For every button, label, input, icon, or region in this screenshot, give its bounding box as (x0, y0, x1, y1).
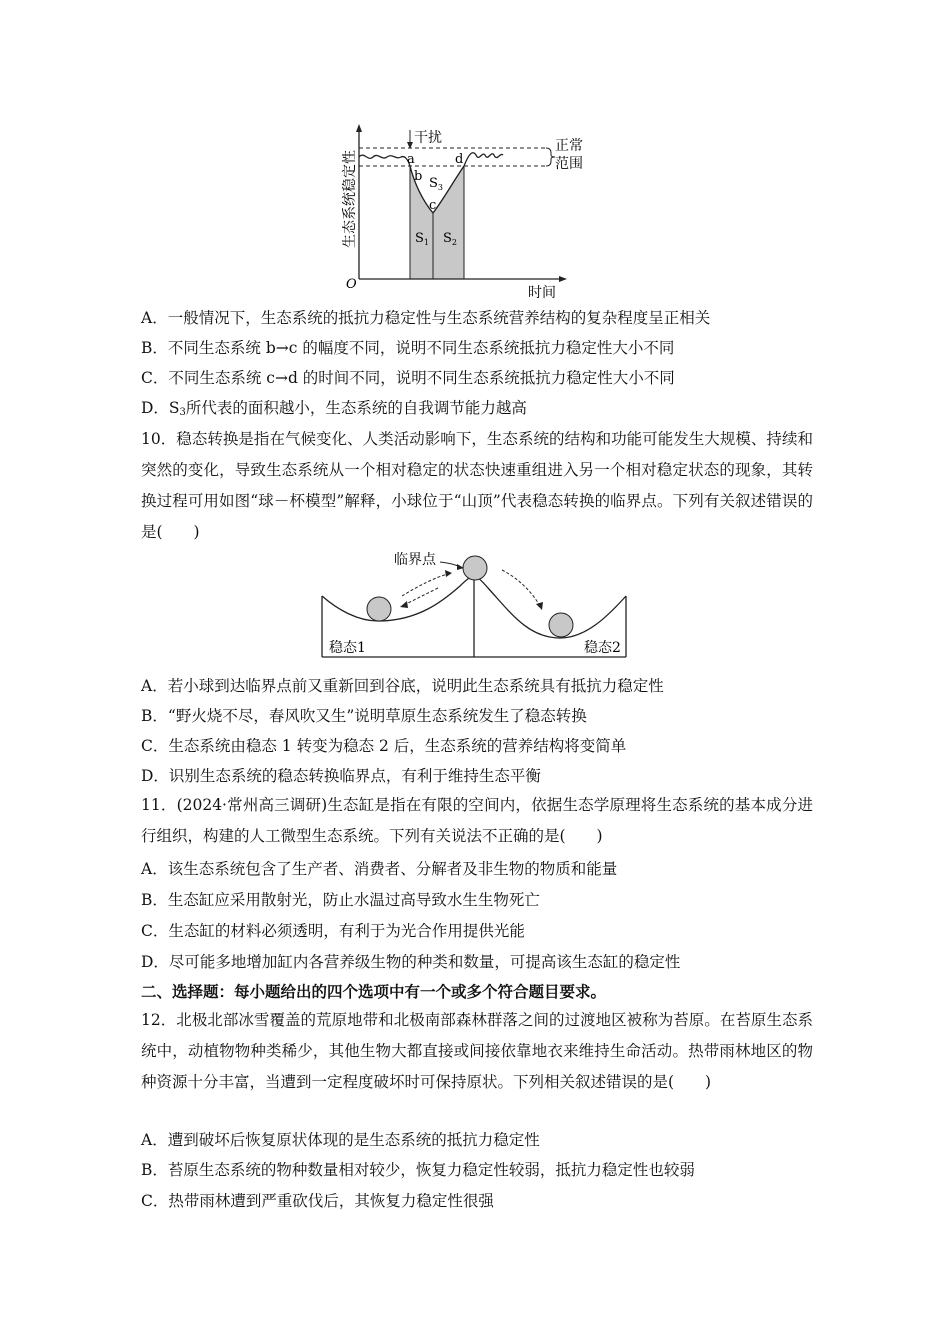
ball-state2 (549, 613, 573, 637)
area-s2-label: $S_2$ (443, 231, 457, 247)
point-c-label: c (429, 198, 437, 213)
ball-state1 (367, 597, 391, 621)
q10-stem: 10．稳态转换是指在气候变化、人类活动影响下，生态系统的结构和功能可能发生大规模、持续和突然的变化，导致生态系统从一个相对稳定的状态快速重组进入另一个相对稳定状态的现象，其转换过程可用如图“球－杯模型”解释，小球位于“山顶”代表稳态转换的临界点。下列有关叙述错误的是( ) (141, 430, 813, 541)
state2-label: 稳态2 (584, 640, 621, 656)
q9-option-c: C．不同生态系统 c→d 的时间不同，说明不同生态系统抵抗力稳定性大小不同 (141, 369, 675, 387)
arrow-up-left-head (445, 570, 452, 577)
arrow-down-right-head (536, 602, 543, 610)
arrow-up-left (402, 574, 448, 596)
y-axis-arrow (356, 124, 362, 132)
stability-figure (330, 120, 600, 302)
q11-option-b: B．生态缸应采用散射光，防止水温过高导致水生生物死亡 (141, 891, 540, 909)
arrow-down-left-head (400, 601, 408, 608)
q12-option-c: C．热带雨林遭到严重砍伐后，其恢复力稳定性很强 (141, 1192, 494, 1210)
x-axis-arrow (559, 276, 567, 282)
q9-option-d: D．$S_3$所代表的面积越小，生态系统的自我调节能力越高 (141, 399, 527, 418)
normal-range-brace (546, 148, 555, 166)
disturbance-label: 干扰 (414, 130, 442, 146)
normal-range-label-2: 范围 (555, 156, 583, 172)
ball-critical-point (463, 556, 487, 580)
point-b-label: b (414, 169, 423, 184)
point-d-label: d (455, 152, 464, 167)
q9-option-a: A．一般情况下，生态系统的抵抗力稳定性与生态系统营养结构的复杂程度呈正相关 (141, 309, 711, 327)
ball-cup-figure (318, 546, 632, 660)
disturbance-arrow-head (407, 142, 413, 149)
q10-option-b: B．“野火烧不尽，春风吹又生”说明草原生态系统发生了稳态转换 (141, 707, 587, 725)
origin-label: O (346, 277, 357, 292)
q10-option-a: A．若小球到达临界点前又重新回到谷底，说明此生态系统具有抵抗力稳定性 (141, 677, 664, 695)
section-2-heading: 二、选择题：每小题给出的四个选项中有一个或多个符合题目要求。 (141, 983, 607, 1001)
arrow-down-left (404, 588, 438, 605)
q11-option-c: C．生态缸的材料必须透明，有利于为光合作用提供光能 (141, 922, 525, 940)
normal-range-label-1: 正常 (555, 138, 583, 154)
area-s3-label: $S_3$ (429, 176, 443, 192)
q12-option-a: A．遭到破坏后恢复原状体现的是生态系统的抵抗力稳定性 (141, 1131, 540, 1149)
q12-stem: 12．北极北部冰雪覆盖的荒原地带和北极南部森林群落之间的过渡地区被称为苔原。在苔原生态系统中，动植物物种类稀少，其他生物大都直接或间接依靠地衣来维持生命活动。热带雨林地区的物种资源十分丰富，当遭到一定程度破坏时可保持原状。下列相关叙述错误的是( ) (141, 1011, 813, 1091)
q12-option-b: B．苔原生态系统的物种数量相对较少，恢复力稳定性较弱，抵抗力稳定性也较弱 (141, 1161, 695, 1179)
state1-label: 稳态1 (329, 640, 366, 656)
q11-stem: 11．(2024·常州高三调研)生态缸是指在有限的空间内，依据生态学原理将生态系统的基本成分进行组织，构建的人工微型生态系统。下列有关说法不正确的是( ) (141, 796, 813, 845)
q11-option-a: A．该生态系统包含了生产者、消费者、分解者及非生物的物质和能量 (141, 860, 618, 878)
q9-option-b: B．不同生态系统 b→c 的幅度不同，说明不同生态系统抵抗力稳定性大小不同 (141, 339, 675, 357)
q10-option-c: C．生态系统由稳态 1 转变为稳态 2 后，生态系统的营养结构将变简单 (141, 737, 627, 755)
arrow-down-right (502, 570, 540, 606)
x-axis-label: 时间 (528, 285, 556, 301)
y-axis-label: 生态系统稳定性 (342, 150, 358, 248)
q11-option-d: D．尽可能多地增加缸内各营养级生物的种类和数量，可提高该生态缸的稳定性 (141, 953, 681, 971)
critical-point-label: 临界点 (394, 552, 436, 568)
q10-option-d: D．识别生态系统的稳态转换临界点，有利于维持生态平衡 (141, 767, 541, 785)
area-s1-label: $S_1$ (415, 231, 429, 247)
point-a-label: a (407, 152, 415, 167)
